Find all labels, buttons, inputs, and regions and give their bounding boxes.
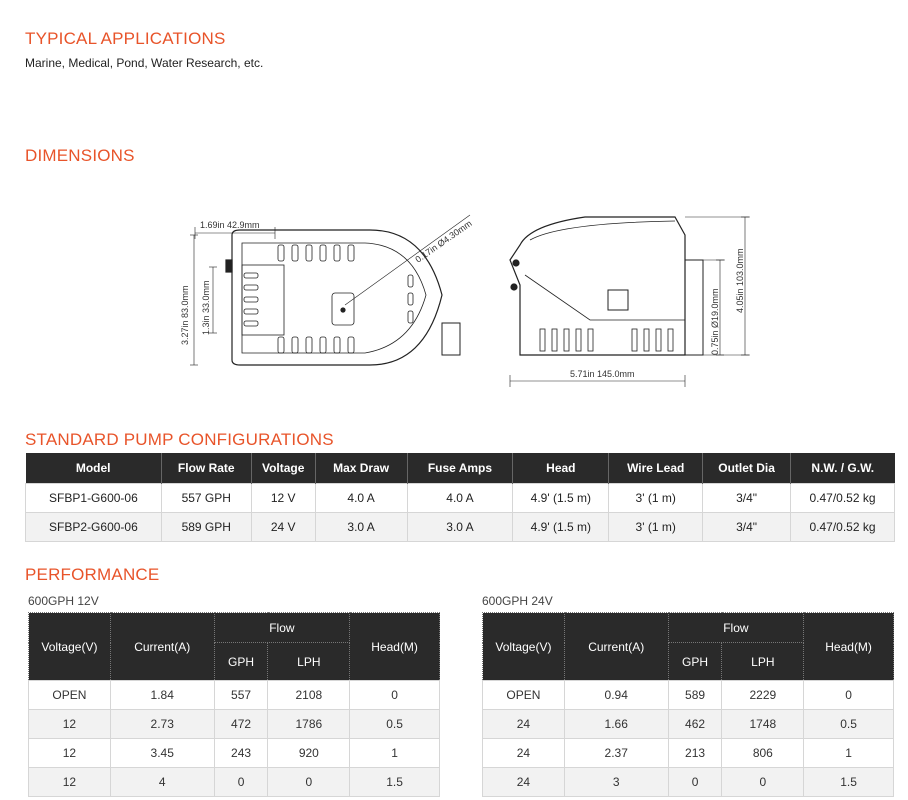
perf-cell: 0 (722, 768, 804, 797)
perf-header-row (29, 613, 440, 643)
pump-drawing (180, 205, 760, 395)
perf-header-row (483, 613, 894, 643)
config-cell: 3/4" (703, 483, 791, 512)
dim-side-height: 4.05in 103.0mm (735, 248, 745, 313)
perf-cell: 0 (268, 768, 350, 797)
dim-top-hole: 0.17in Ø4.30mm (413, 218, 474, 265)
perf-cell: 557 (214, 681, 268, 710)
perf-cell: 3 (564, 768, 668, 797)
perf-header-voltage: Voltage(V) (483, 613, 565, 681)
perf-header-head: Head(M) (350, 613, 440, 681)
perf-cell: 2.37 (564, 739, 668, 768)
dim-side-outlet: 0.75in Ø19.0mm (710, 288, 720, 355)
performance-table-24v (482, 612, 894, 797)
applications-text: Marine, Medical, Pond, Water Research, etc. (25, 56, 264, 70)
side-view-outline (510, 217, 685, 355)
perf-cell: 1.84 (110, 681, 214, 710)
config-cell: 3.0 A (407, 512, 513, 541)
perf-cell: 2108 (268, 681, 350, 710)
perf-cell: 2229 (722, 681, 804, 710)
config-cell: 12 V (251, 483, 315, 512)
config-cell: 557 GPH (161, 483, 251, 512)
config-header-model: Model (26, 453, 162, 483)
table-row (483, 739, 894, 768)
config-cell: SFBP2-G600-06 (26, 512, 162, 541)
perf-header-flow: Flow (214, 613, 350, 643)
perf-cell: OPEN (29, 681, 111, 710)
dim-side-width: 5.71in 145.0mm (570, 369, 635, 379)
perf-cell: 12 (29, 739, 111, 768)
perf-cell: 0.94 (564, 681, 668, 710)
perf-header-head: Head(M) (804, 613, 894, 681)
config-header-weight: N.W. / G.W. (791, 453, 895, 483)
table-row (483, 681, 894, 710)
config-cell: 0.47/0.52 kg (791, 483, 895, 512)
perf-cell: 0.5 (350, 710, 440, 739)
dim-top-height: 3.27in 83.0mm (180, 285, 190, 345)
perf-cell: 806 (722, 739, 804, 768)
dim-top-inner: 1.3in 33.0mm (201, 280, 211, 335)
config-cell: 3/4" (703, 512, 791, 541)
perf-cell: 1786 (268, 710, 350, 739)
perf-header-gph: GPH (214, 643, 268, 681)
perf-cell: 12 (29, 768, 111, 797)
config-cell: 4.9' (1.5 m) (513, 483, 609, 512)
perf-cell: 0.5 (804, 710, 894, 739)
dimensions-diagram (180, 205, 760, 395)
config-header-flow-rate: Flow Rate (161, 453, 251, 483)
perf-header-current: Current(A) (564, 613, 668, 681)
perf-cell: 472 (214, 710, 268, 739)
config-header-head: Head (513, 453, 609, 483)
perf-cell: 2.73 (110, 710, 214, 739)
perf-cell: 0 (214, 768, 268, 797)
perf-cell: 1.5 (350, 768, 440, 797)
perf-cell: 0 (350, 681, 440, 710)
config-header-fuse-amps: Fuse Amps (407, 453, 513, 483)
configurations-table (25, 453, 895, 542)
top-view-outline (232, 230, 442, 365)
perf-cell: 0 (804, 681, 894, 710)
performance-table-12v (28, 612, 440, 797)
config-header-max-draw: Max Draw (315, 453, 407, 483)
applications-title: TYPICAL APPLICATIONS (25, 29, 226, 48)
config-header-wire-lead: Wire Lead (609, 453, 703, 483)
perf-cell: 1.66 (564, 710, 668, 739)
perf-header-current: Current(A) (110, 613, 214, 681)
perf-cell: 213 (668, 739, 722, 768)
perf-cell: 12 (29, 710, 111, 739)
perf-cell: 24 (483, 710, 565, 739)
performance-title: PERFORMANCE (25, 565, 160, 584)
config-cell: 3' (1 m) (609, 512, 703, 541)
perf-cell: OPEN (483, 681, 565, 710)
dim-top-width: 1.69in 42.9mm (200, 220, 260, 230)
perf-cell: 920 (268, 739, 350, 768)
config-cell: 24 V (251, 512, 315, 541)
perf-cell: 1.5 (804, 768, 894, 797)
perf-cell: 589 (668, 681, 722, 710)
perf-label-24v: 600GPH 24V (482, 594, 553, 608)
perf-cell: 243 (214, 739, 268, 768)
perf-cell: 3.45 (110, 739, 214, 768)
table-row (483, 710, 894, 739)
config-cell: 4.0 A (407, 483, 513, 512)
dimensions-title: DIMENSIONS (25, 146, 135, 165)
config-header-outlet-dia: Outlet Dia (703, 453, 791, 483)
perf-cell: 1 (350, 739, 440, 768)
perf-cell: 24 (483, 768, 565, 797)
table-row (26, 483, 895, 512)
config-cell: 3.0 A (315, 512, 407, 541)
table-row (29, 739, 440, 768)
config-header-voltage: Voltage (251, 453, 315, 483)
perf-cell: 24 (483, 739, 565, 768)
config-cell: 3' (1 m) (609, 483, 703, 512)
perf-header-lph: LPH (268, 643, 350, 681)
perf-header-flow: Flow (668, 613, 804, 643)
config-cell: 4.0 A (315, 483, 407, 512)
table-row (29, 681, 440, 710)
config-cell: 589 GPH (161, 512, 251, 541)
table-row (483, 768, 894, 797)
configurations-title: STANDARD PUMP CONFIGURATIONS (25, 430, 334, 449)
config-cell: 4.9' (1.5 m) (513, 512, 609, 541)
perf-cell: 1 (804, 739, 894, 768)
perf-header-voltage: Voltage(V) (29, 613, 111, 681)
config-cell: SFBP1-G600-06 (26, 483, 162, 512)
perf-header-lph: LPH (722, 643, 804, 681)
config-cell: 0.47/0.52 kg (791, 512, 895, 541)
perf-label-12v: 600GPH 12V (28, 594, 99, 608)
perf-cell: 4 (110, 768, 214, 797)
table-row (26, 512, 895, 541)
perf-cell: 0 (668, 768, 722, 797)
perf-cell: 1748 (722, 710, 804, 739)
perf-header-gph: GPH (668, 643, 722, 681)
table-row (29, 768, 440, 797)
table-row (29, 710, 440, 739)
perf-cell: 462 (668, 710, 722, 739)
config-header-row (26, 453, 895, 483)
